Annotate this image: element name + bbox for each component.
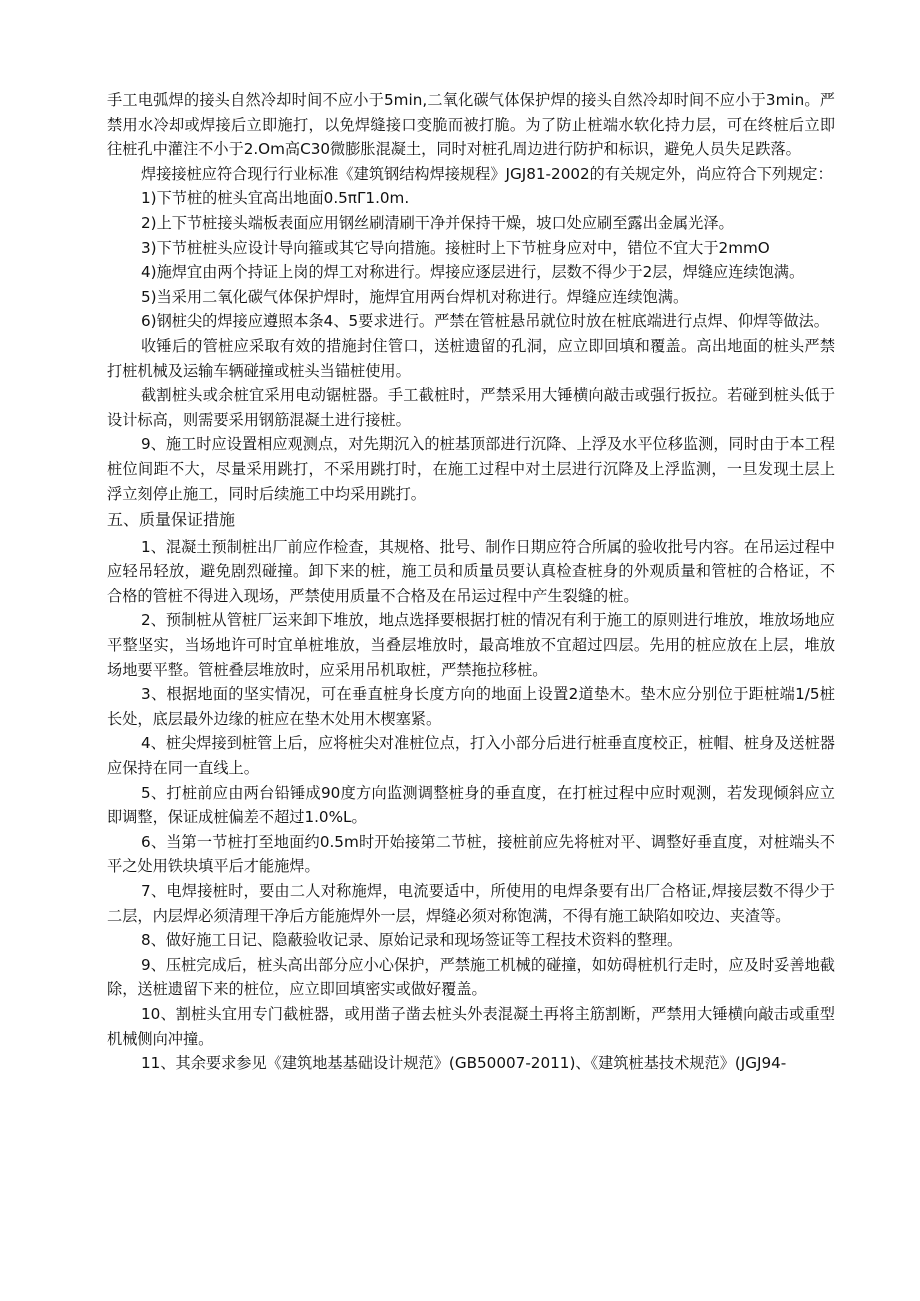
quality-item-4: 4、桩尖焊接到桩管上后，应将桩尖对准桩位点，打入小部分后进行桩垂直度校正，桩帽、桩身及送桩器应保持在同一直线上。 [107,734,835,778]
list-item-3: 3)下节桩桩头应设计导向箍或其它导向措施。接桩时上下节桩身应对中，错位不宜大于2mmO [141,238,770,257]
quality-item-7: 7、电焊接桩时，要由二人对称施焊，电流要适中，所使用的电焊条要有出厂合格证,焊接层数不得少于二层，内层焊必须清理干净后方能施焊外一层，焊缝必须对称饱满，不得有施工缺陷如咬边、夹渣等。 [107,882,835,925]
quality-item-8: 8、做好施工日记、隐蔽验收记录、原始记录和现场签证等工程技术资料的整理。 [141,931,683,950]
list-item-5: 5)当采用二氧化碳气体保护焊时，施焊宜用两台焊机对称进行。焊缝应连续饱满。 [141,287,689,306]
document-body [107,88,835,1076]
section-heading-quality: 五、质量保证措施 [107,510,236,530]
list-item-1: 1)下节桩的桩头宜高出地面0.5πΓ1.0m. [141,189,410,208]
quality-item-11: 11、其余要求参见《建筑地基基础设计规范》(GB50007-2011)、《建筑桩基技术规范》(JGJ94- [141,1054,787,1073]
list-item-6: 6)钢桩尖的焊接应遵照本条4、5要求进行。严禁在管桩悬吊就位时放在桩底端进行点焊、仰焊等做法。 [141,312,829,331]
quality-item-1: 1、混凝土预制桩出厂前应作检查，其规格、批号、制作日期应符合所属的验收批号内容。在吊运过程中应轻吊轻放，避免剧烈碰撞。卸下来的桩，施工员和质量员要认真检查桩身的外观质量和管桩的合格证，不合格的管桩不得进入现场，严禁使用质量不合格及在吊运过程中产生裂缝的桩。 [107,537,835,605]
quality-item-9: 9、压桩完成后，桩头高出部分应小心保护，严禁施工机械的碰撞，如妨碍桩机行走时，应及时妥善地截除，送桩遗留下来的桩位，应立即回填密实或做好覆盖。 [107,955,835,999]
quality-item-6: 6、当第一节桩打至地面约0.5m时开始接第二节桩，接桩前应先将桩对平、调整好垂直度，对桩端头不平之处用铁块填平后才能施焊。 [107,832,835,876]
paragraph-pile-cutting: 截割桩头或余桩宜采用电动锯桩器。手工截桩时，严禁采用大锤横向敲击或强行扳拉。若碰到桩头低于设计标高，则需要采用钢筋混凝土进行接桩。 [107,386,835,429]
paragraph-weld-standard: 焊接接桩应符合现行行业标准《建筑钢结构焊接规程》JGJ81-2002的有关规定外，尚应符合下列规定： [141,164,833,183]
quality-item-10: 10、割桩头宜用专门截桩器，或用凿子凿去桩头外表混凝土再将主筋割断，严禁用大锤横向敲击或重型机械侧向冲撞。 [107,1004,835,1048]
paragraph-monitoring: 9、施工时应设置相应观测点，对先期沉入的桩基顶部进行沉降、上浮及水平位移监测，同时由于本工程桩位间距不大，尽量采用跳打，不采用跳打时，在施工过程中对土层进行沉降及上浮监测，一旦发现土层上浮立刻停止施工，同时后续施工中均采用跳打。 [107,435,835,503]
quality-item-3: 3、根据地面的坚实情况，可在垂直桩身长度方向的地面上设置2道垫木。垫木应分别位于距桩端1/5桩长处，底层最外边缘的桩应在垫木处用木楔塞紧。 [107,685,835,728]
list-item-4: 4)施焊宜由两个持证上岗的焊工对称进行。焊接应逐层进行，层数不得少于2层，焊缝应连续饱满。 [141,263,805,282]
quality-item-2: 2、预制桩从管桩厂运来卸下堆放，地点选择要根据打桩的情况有利于施工的原则进行堆放，堆放场地应平整坚实，当场地许可时宜单桩堆放，当叠层堆放时，最高堆放不宜超过四层。先用的桩应放在上层，堆放场地要平整。管桩叠层堆放时，应采用吊机取桩，严禁拖拉移桩。 [107,611,835,679]
paragraph-hammer-finish: 收锤后的管桩应采取有效的措施封住管口，送桩遗留的孔洞，应立即回填和覆盖。高出地面的桩头严禁打桩机械及运输车辆碰撞或桩头当锚桩使用。 [107,336,835,380]
list-item-2: 2)上下节桩接头端板表面应用钢丝刷清刷干净并保持干燥，坡口处应刷至露出金属光泽。 [141,213,734,232]
quality-item-5: 5、打桩前应由两台铅锤成90度方向监测调整桩身的垂直度，在打桩过程中应时观测，若发现倾斜应立即调整，保证成桩偏差不超过1.0%L。 [107,783,835,827]
paragraph-weld-cooling: 手工电弧焊的接头自然冷却时间不应小于5min,二氧化碳气体保护焊的接头自然冷却时间不应小于3min。严禁用水冷却或焊接后立即施打，以免焊缝接口变脆而被打脆。为了防止桩端水软化持力层，可在终桩后立即往桩孔中灌注不小于2.Om高C30微膨胀混凝土，同时对桩孔周边进行防护和标识，避免人员失足跌落。 [107,91,835,159]
